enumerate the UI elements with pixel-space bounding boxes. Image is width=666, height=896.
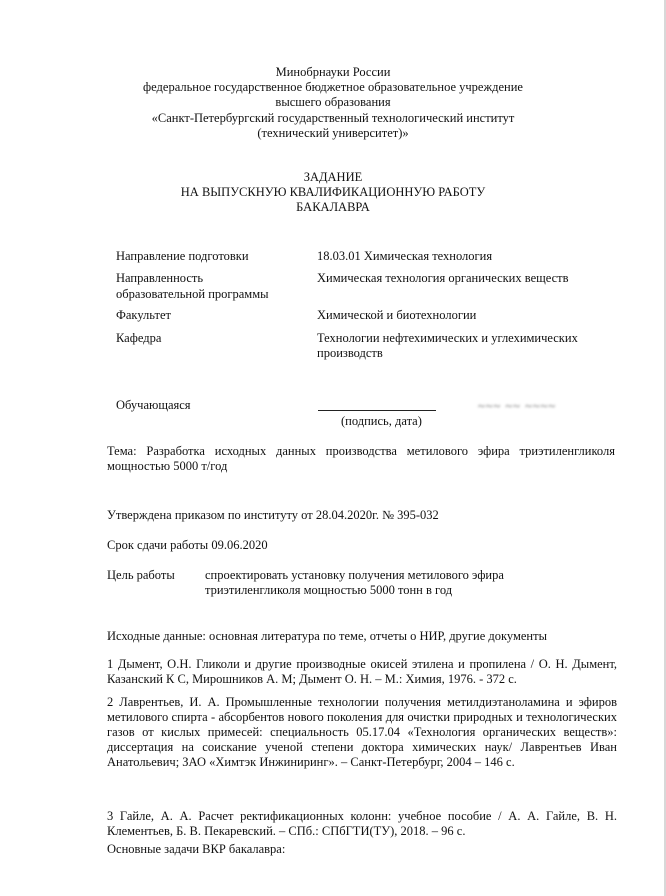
faculty-value: Химической и биотехнологии	[317, 308, 477, 322]
education-level-line: высшего образования	[275, 95, 391, 109]
faculty-label: Факультет	[116, 308, 171, 322]
goal-line2: триэтиленгликоля мощностью 5000 тонн в год	[205, 583, 453, 597]
university-line: (технический университет)»	[257, 126, 409, 140]
student-name-redacted: ~~~ ~~ ~~~~	[478, 399, 557, 413]
focus-label-line1: Направленность	[116, 271, 204, 285]
tasks-heading: Основные задачи ВКР бакалавра:	[107, 842, 286, 856]
reference-3: 3 Гайле, А. А. Расчет ректификационных колонн: учебное пособие / А. А. Гайле, В. Н. Клементьев, Б. В. Пекаревский. – СПб.: СПбГТИ(ТУ), 2018. – 96 с.	[107, 809, 617, 838]
doc-title-bachelor: БАКАЛАВРА	[296, 200, 370, 214]
signature-line	[318, 410, 436, 411]
initial-data-heading: Исходные данные: основная литература по теме, отчеты о НИР, другие документы	[107, 629, 547, 643]
department-label: Кафедра	[116, 331, 162, 345]
institution-type-line: федеральное государственное бюджетное образовательное учреждение	[143, 80, 523, 94]
topic-text: Тема: Разработка исходных данных производства метилового эфира триэтиленгликоля мощностью 5000 т/год	[107, 444, 615, 473]
order-text: Утверждена приказом по институту от 28.04.2020г. № 395-032	[107, 508, 439, 522]
direction-value: 18.03.01 Химическая технология	[317, 249, 493, 263]
direction-label: Направление подготовки	[116, 249, 249, 263]
reference-2: 2 Лаврентьев, И. А. Промышленные технологии получения метилдиэтаноламина и эфиров метилового спирта - абсорбентов нового поколения для очистки природных и технологических газов от кислых примесей: специальность 05.17.04 «Технология органических веществ»: диссертация на соискание ученой степени доктора химических наук/ Лаврентьев Иван Анатольевич; ЗАО «Химтэк Инжиниринг». – Санкт-Петербург, 2004 – 146 с.	[107, 695, 617, 769]
goal-label: Цель работы	[107, 568, 175, 582]
doc-title-task: ЗАДАНИЕ	[303, 170, 363, 184]
ministry-line: Минобрнауки России	[275, 65, 391, 79]
signature-caption: (подпись, дата)	[341, 414, 422, 428]
doc-title-work: НА ВЫПУСКНУЮ КВАЛИФИКАЦИОННУЮ РАБОТУ	[180, 185, 486, 199]
focus-value: Химическая технология органических веществ	[317, 271, 569, 285]
focus-label-line2: образовательной программы	[116, 287, 269, 301]
department-value: Технологии нефтехимических и углехимических производств	[317, 331, 578, 360]
reference-1: 1 Дымент, О.Н. Гликоли и другие производные окисей этилена и пропилена / О. Н. Дымент, Казанский К С, Мирошников А. М; Дымент О. Н. – М.: Химия, 1976. - 372 с.	[107, 657, 617, 686]
student-label: Обучающаяся	[116, 398, 191, 412]
institute-name-line: «Санкт-Петербургский государственный технологический институт	[151, 111, 515, 125]
deadline-text: Срок сдачи работы 09.06.2020	[107, 538, 268, 552]
goal-line1: спроектировать установку получения метилового эфира	[205, 568, 504, 582]
